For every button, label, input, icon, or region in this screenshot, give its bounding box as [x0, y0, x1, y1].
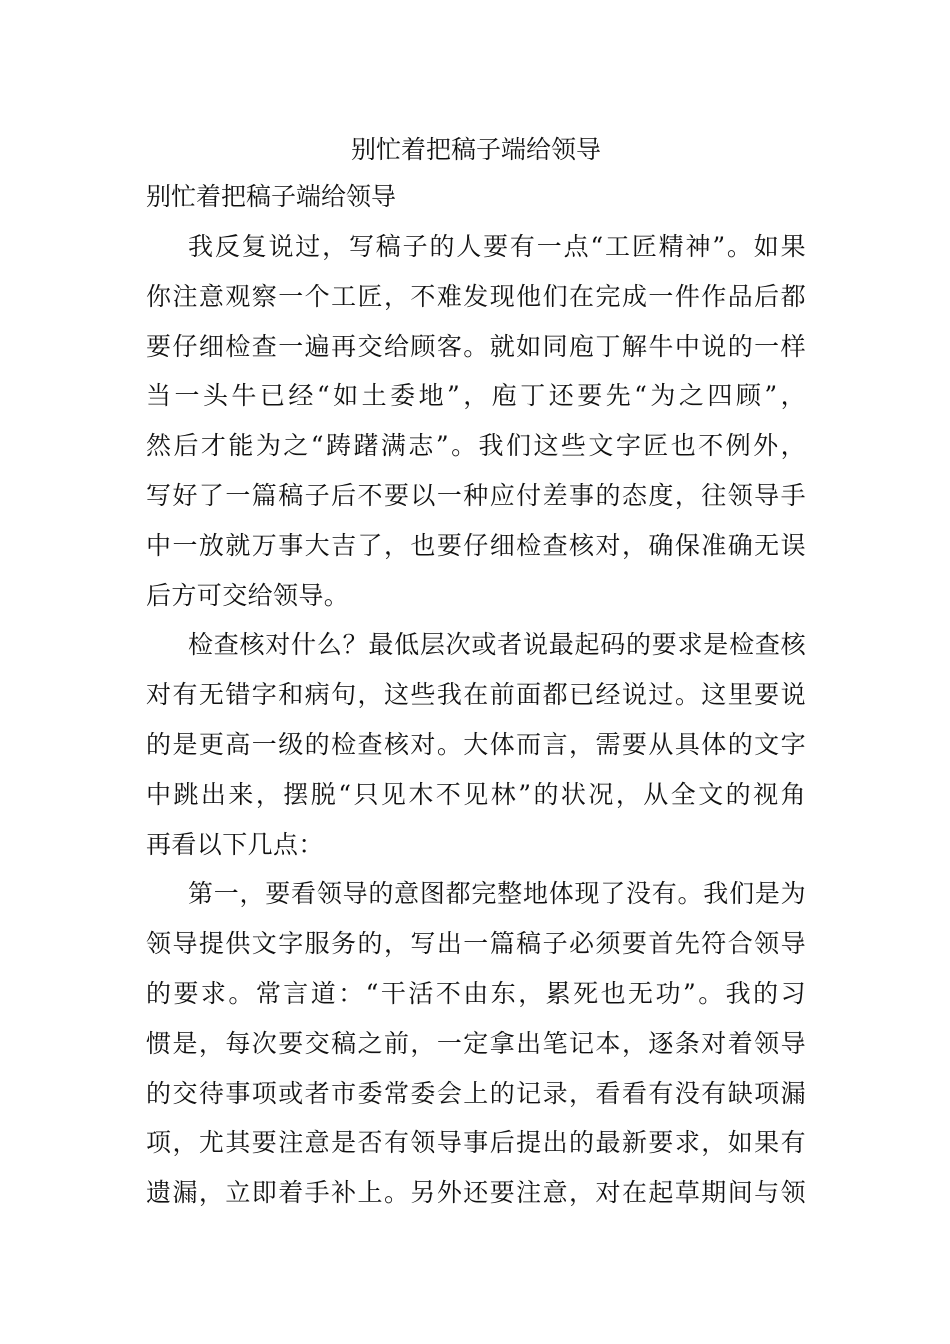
paragraph-line: 遗漏，立即着手补上。另外还要注意，对在起草期间与领	[146, 1178, 806, 1208]
paragraph-line: 你注意观察一个工匠，不难发现他们在完成一件作品后都	[146, 281, 806, 311]
paragraph-line: 当一头牛已经“如土委地”，庖丁还要先“为之四顾”，	[146, 381, 806, 411]
paragraph	[146, 222, 806, 620]
document-subtitle: 别忙着把稿子端给领导	[146, 182, 397, 211]
document-body	[146, 222, 806, 1218]
paragraph	[146, 869, 806, 1218]
paragraph-line: 的是更高一级的检查核对。大体而言，需要从具体的文字	[146, 729, 806, 759]
paragraph	[146, 620, 806, 869]
paragraph-line: 领导提供文字服务的，写出一篇稿子必须要首先符合领导	[146, 929, 806, 959]
paragraph-line: 项，尤其要注意是否有领导事后提出的最新要求，如果有	[146, 1128, 806, 1158]
paragraph-line: 要仔细检查一遍再交给顾客。就如同庖丁解牛中说的一样	[146, 331, 806, 361]
document-page	[146, 128, 806, 1218]
document-title: 别忙着把稿子端给领导	[350, 135, 601, 164]
paragraph-line: 我反复说过，写稿子的人要有一点“工匠精神”。如果	[188, 232, 806, 261]
paragraph-line: 的交待事项或者市委常委会上的记录，看看有没有缺项漏	[146, 1078, 806, 1108]
paragraph-line: 第一，要看领导的意图都完整地体现了没有。我们是为	[188, 879, 806, 909]
paragraph-line: 后方可交给领导。	[146, 580, 350, 610]
paragraph-line: 对有无错字和病句，这些我在前面都已经说过。这里要说	[146, 680, 806, 710]
paragraph-line: 写好了一篇稿子后不要以一种应付差事的态度，往领导手	[146, 480, 806, 510]
paragraph-line: 再看以下几点：	[146, 829, 324, 859]
paragraph-line: 中一放就万事大吉了，也要仔细检查核对，确保准确无误	[146, 530, 806, 560]
paragraph-line: 惯是，每次要交稿之前，一定拿出笔记本，逐条对着领导	[146, 1028, 806, 1058]
paragraph-line: 中跳出来，摆脱“只见木不见林”的状况，从全文的视角	[146, 779, 806, 809]
paragraph-line: 检查核对什么？最低层次或者说最起码的要求是检查核	[188, 630, 806, 660]
paragraph-line: 然后才能为之“踌躇满志”。我们这些文字匠也不例外，	[146, 431, 806, 461]
paragraph-line: 的要求。常言道：“干活不由东，累死也无功”。我的习	[146, 978, 806, 1008]
